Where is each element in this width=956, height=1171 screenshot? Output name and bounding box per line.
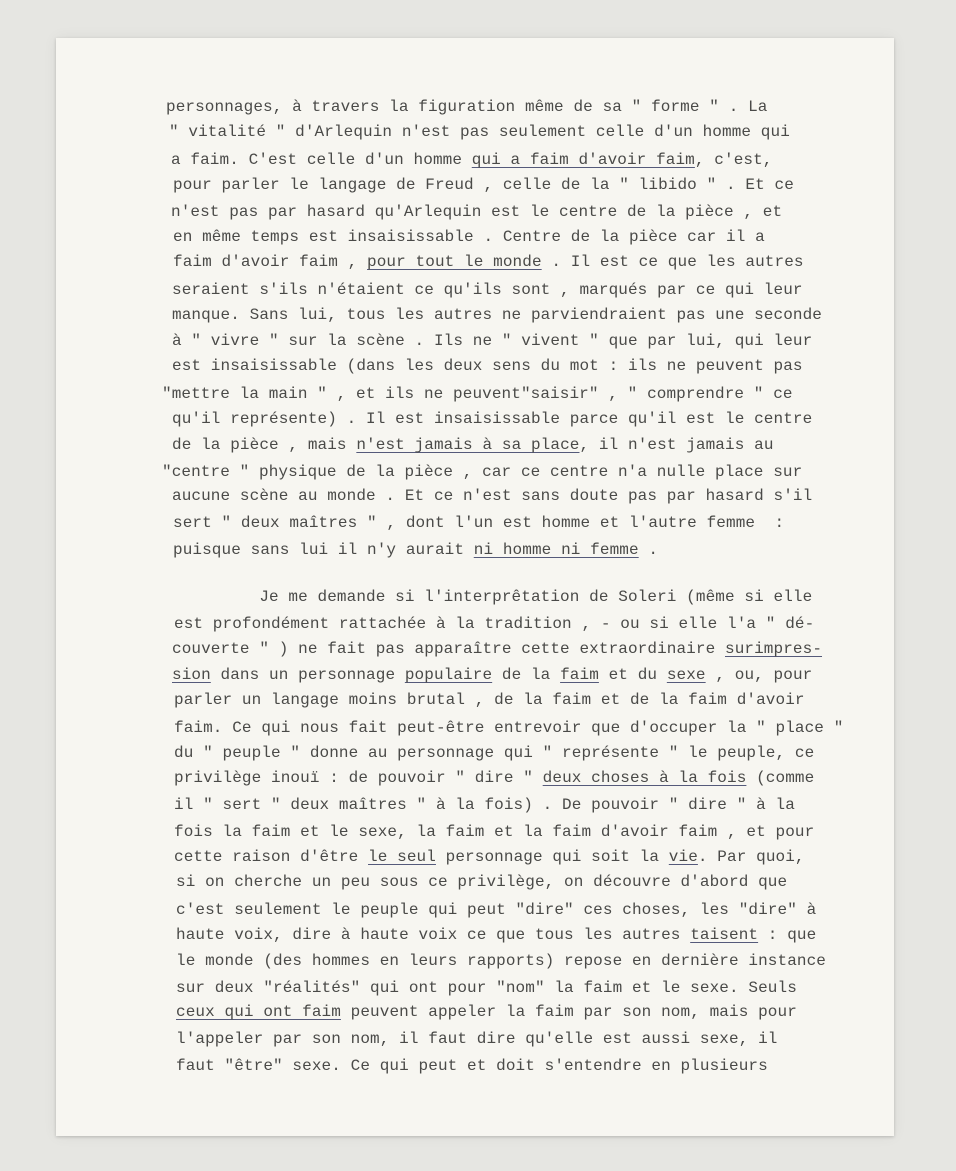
underlined-phrase: ceux qui ont faim xyxy=(176,1003,341,1021)
underlined-phrase: taisent xyxy=(690,926,759,944)
typed-text-body xyxy=(56,94,894,1078)
text-segment: a faim. C'est celle d'un homme xyxy=(171,151,472,169)
text-line xyxy=(56,948,894,974)
underlined-phrase: sexe xyxy=(666,666,706,684)
paragraph-gap xyxy=(56,562,894,584)
underlined-phrase: deux choses à la fois xyxy=(542,769,747,787)
text-line xyxy=(56,432,894,458)
text-segment: couverte " ) ne fait pas apparaître cette extraordinaire xyxy=(172,640,725,658)
text-segment: personnages, à travers la figuration même de sa " forme " . La xyxy=(166,98,768,116)
text-segment: de la xyxy=(492,666,561,684)
text-segment: il " sert " deux maîtres " à la fois) . De pouvoir " dire " à la xyxy=(174,796,795,814)
text-segment: le monde (des hommes en leurs rapports) repose en dernière instance xyxy=(176,952,827,970)
text-line xyxy=(56,277,894,303)
underlined-phrase: sion xyxy=(172,666,211,684)
text-line xyxy=(56,353,894,379)
text-line xyxy=(56,328,894,354)
underlined-phrase: ni homme ni femme xyxy=(473,541,639,559)
text-segment: privilège inouï : de pouvoir " dire " xyxy=(174,769,543,787)
text-segment: , c'est, xyxy=(694,151,773,169)
text-segment: faim. Ce qui nous fait peut-être entrevoir que d'occuper la " place " xyxy=(174,719,844,737)
text-line xyxy=(56,844,894,870)
text-line xyxy=(56,765,894,791)
text-line xyxy=(56,94,894,120)
text-line xyxy=(56,869,894,895)
text-line xyxy=(56,406,894,432)
text-segment: . Il est ce que les autres xyxy=(541,253,804,271)
text-segment: pour parler le langage de Freud , celle de la " libido " . Et ce xyxy=(173,176,794,194)
text-segment: Je me demande si l'interprêtation de Soleri (même si elle xyxy=(172,588,813,606)
text-segment: parler un langage moins brutal , de la faim et de la faim d'avoir xyxy=(174,691,805,709)
text-segment: aucune scène au monde . Et ce n'est sans doute pas par hasard s'il xyxy=(172,487,813,505)
text-segment: . Par quoi, xyxy=(697,848,805,866)
text-line xyxy=(56,119,894,145)
text-segment: en même temps est insaisissable . Centre de la pièce car il a xyxy=(173,228,765,246)
text-segment: sert " deux maîtres " , dont l'un est homme et l'autre femme : xyxy=(173,514,785,532)
text-line xyxy=(56,922,894,948)
text-segment: seraient s'ils n'étaient ce qu'ils sont , marqués par ce qui leur xyxy=(172,281,803,299)
underlined-phrase: vie xyxy=(668,848,698,866)
text-segment: et du xyxy=(598,666,667,684)
underlined-phrase: pour tout le monde xyxy=(367,253,542,271)
text-segment: puisque sans lui il n'y aurait xyxy=(173,541,474,559)
text-segment: , il n'est jamais au xyxy=(579,436,774,454)
text-segment: "centre " physique de la pièce , car ce centre n'a nulle place sur xyxy=(162,463,803,481)
text-segment: " vitalité " d'Arlequin n'est pas seulement celle d'un homme qui xyxy=(169,123,790,141)
text-line xyxy=(56,975,894,1001)
text-line xyxy=(56,302,894,328)
text-line xyxy=(56,224,894,250)
text-segment: de la pièce , mais xyxy=(172,436,357,454)
text-segment: faut "être" sexe. Ce qui peut et doit s'entendre en plusieurs xyxy=(176,1057,768,1075)
underlined-phrase: qui a faim d'avoir faim xyxy=(471,151,695,169)
text-line xyxy=(56,687,894,713)
underlined-phrase: faim xyxy=(560,666,599,684)
text-segment: haute voix, dire à haute voix ce que tous les autres xyxy=(176,926,691,944)
text-segment: : que xyxy=(758,926,817,944)
text-line xyxy=(56,662,894,688)
text-segment: "mettre la main " , et ils ne peuvent"saisir" , " comprendre " ce xyxy=(162,385,793,403)
text-segment: c'est seulement le peuple qui peut "dire" ces choses, les "dire" à xyxy=(176,901,817,919)
text-line xyxy=(56,611,894,637)
text-line xyxy=(56,510,894,536)
text-segment: , ou, pour xyxy=(705,666,813,684)
text-line xyxy=(56,792,894,818)
text-line xyxy=(56,147,894,173)
text-segment: (comme xyxy=(746,769,815,787)
text-line xyxy=(56,459,894,485)
text-segment: sur deux "réalités" qui ont pour "nom" la faim et le sexe. Seuls xyxy=(176,979,797,997)
text-line xyxy=(56,537,894,563)
text-segment: qu'il représente) . Il est insaisissable parce qu'il est le centre xyxy=(172,410,813,428)
text-segment: l'appeler par son nom, il faut dire qu'elle est aussi sexe, il xyxy=(176,1030,778,1048)
underlined-phrase: surimpres- xyxy=(725,640,823,658)
text-line xyxy=(56,636,894,662)
text-segment: si on cherche un peu sous ce privilège, on découvre d'abord que xyxy=(176,873,788,891)
text-segment: à " vivre " sur la scène . Ils ne " vivent " que par lui, qui leur xyxy=(172,332,813,350)
text-line xyxy=(56,172,894,198)
text-line xyxy=(56,584,894,610)
text-line xyxy=(56,1026,894,1052)
text-line xyxy=(56,715,894,741)
text-segment: cette raison d'être xyxy=(174,848,369,866)
text-line xyxy=(56,199,894,225)
text-segment: peuvent appeler la faim par son nom, mais pour xyxy=(340,1003,797,1021)
text-segment: personnage qui soit la xyxy=(435,848,669,866)
text-segment: est profondément rattachée à la tradition , - ou si elle l'a " dé- xyxy=(174,615,815,633)
text-line xyxy=(56,381,894,407)
underlined-phrase: le seul xyxy=(368,848,436,866)
text-segment: du " peuple " donne au personnage qui " représente " le peuple, ce xyxy=(174,744,815,762)
underlined-phrase: n'est jamais à sa place xyxy=(356,436,580,454)
text-segment: dans un personnage xyxy=(210,666,405,684)
underlined-phrase: populaire xyxy=(404,666,493,684)
text-segment: fois la faim et le sexe, la faim et la faim d'avoir faim , et pour xyxy=(174,823,815,841)
text-segment: faim d'avoir faim , xyxy=(173,253,368,271)
text-line xyxy=(56,249,894,275)
paper-sheet xyxy=(56,38,894,1136)
text-line xyxy=(56,740,894,766)
text-line xyxy=(56,999,894,1025)
text-segment: est insaisissable (dans les deux sens du mot : ils ne peuvent pas xyxy=(172,357,803,375)
text-line xyxy=(56,1053,894,1079)
text-segment: n'est pas par hasard qu'Arlequin est le centre de la pièce , et xyxy=(171,203,783,221)
text-line xyxy=(56,897,894,923)
text-line xyxy=(56,819,894,845)
text-line xyxy=(56,483,894,509)
text-segment: . xyxy=(638,541,659,559)
text-segment: manque. Sans lui, tous les autres ne parviendraient pas une seconde xyxy=(172,306,823,324)
